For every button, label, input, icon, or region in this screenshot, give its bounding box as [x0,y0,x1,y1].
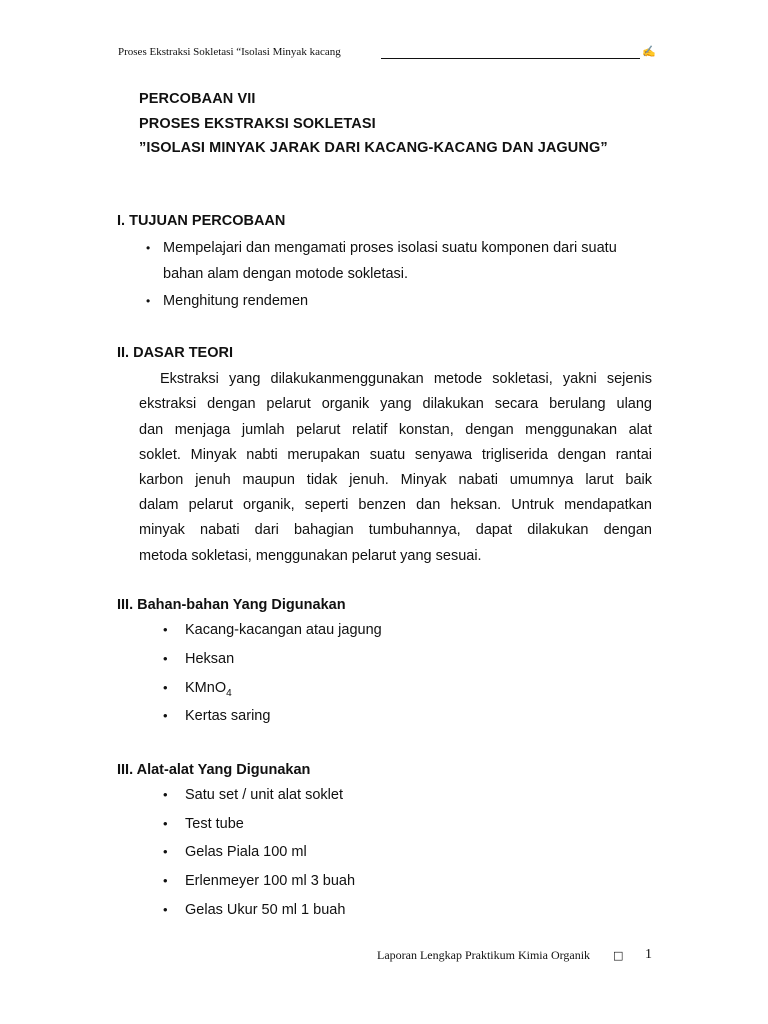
dasar-teori-line-8: metoda sokletasi, menggunakan pelarut yang sesuai. [139,548,482,564]
alat-item-4: Erlenmeyer 100 ml 3 buah [185,873,356,889]
bullet-icon: • [163,787,168,802]
dasar-teori-line-5: karbon jenuh maupun tidak jenuh. Minyak nabati umumnya larut baik [139,472,652,488]
footer-text: Laporan Lengkap Praktikum Kimia Organik [377,948,591,962]
bullet-icon: • [163,873,168,888]
bullet-icon: • [163,680,168,695]
page-number: 1 [645,947,652,962]
dasar-teori-line-1: Ekstraksi yang dilakukanmenggunakan metode sokletasi, yakni sejenis [160,371,652,387]
bahan-item-3-subscript: 4 [226,687,232,699]
bullet-icon: • [163,844,168,859]
dasar-teori-line-6: dalam pelarut organik, seperti benzen dan heksan. Untruk mendapatkan [139,497,652,513]
dasar-teori-line-3: dan menjaga jumlah pelarut relatif konstan, dengan menggunakan alat [139,422,652,438]
dasar-teori-line-7: minyak nabati dari bahagian tumbuhannya, dapat dilakukan dengan [139,522,652,538]
tujuan-item-1-line-1: Mempelajari dan mengamati proses isolasi suatu komponen dari suatu [163,240,617,256]
section-heading-bahan: III. Bahan-bahan Yang Digunakan [117,597,346,613]
alat-item-3: Gelas Piala 100 ml [185,844,307,860]
section-heading-dasar-teori: II. DASAR TEORI [117,345,234,361]
experiment-subtitle: ”ISOLASI MINYAK JARAK DARI KACANG-KACANG DAN JAGUNG” [139,140,608,156]
bahan-item-1: Kacang-kacangan atau jagung [185,622,382,638]
dasar-teori-line-4: soklet. Minyak nabti merupakan suatu senyawa trigliserida dengan rantai [139,447,652,463]
alat-item-5: Gelas Ukur 50 ml 1 buah [185,902,346,918]
tujuan-item-2: Menghitung rendemen [163,293,309,309]
bahan-item-2: Heksan [185,651,235,667]
alat-item-1: Satu set / unit alat soklet [185,787,343,803]
bullet-icon: • [163,902,168,917]
bullet-icon: • [163,651,168,666]
bullet-icon: • [163,816,168,831]
header-rule [381,58,640,59]
dasar-teori-line-2: ekstraksi dengan pelarut organik yang dilakukan secara berulang ulang [139,396,652,412]
bahan-item-3-formula: KMnO [185,680,227,696]
experiment-title: PROSES EKSTRAKSI SOKLETASI [139,116,376,132]
bullet-icon: • [163,622,168,637]
section-heading-tujuan: I. TUJUAN PERCOBAAN [117,213,286,229]
tujuan-item-1-line-2: bahan alam dengan motode sokletasi. [163,266,409,282]
running-header-title: Proses Ekstraksi Sokletasi “Isolasi Minyak kacang [118,46,341,58]
bahan-item-4: Kertas saring [185,708,271,724]
bullet-icon: • [146,294,151,308]
experiment-number: PERCOBAAN VII [139,91,256,107]
alat-item-2: Test tube [185,816,244,832]
bullet-icon: • [146,241,151,255]
bahan-item-3 [185,680,232,699]
box-icon: □ [613,949,624,962]
section-heading-alat: III. Alat-alat Yang Digunakan [117,762,311,778]
writing-hand-icon: ✍ [642,46,656,58]
bullet-icon: • [163,708,168,723]
